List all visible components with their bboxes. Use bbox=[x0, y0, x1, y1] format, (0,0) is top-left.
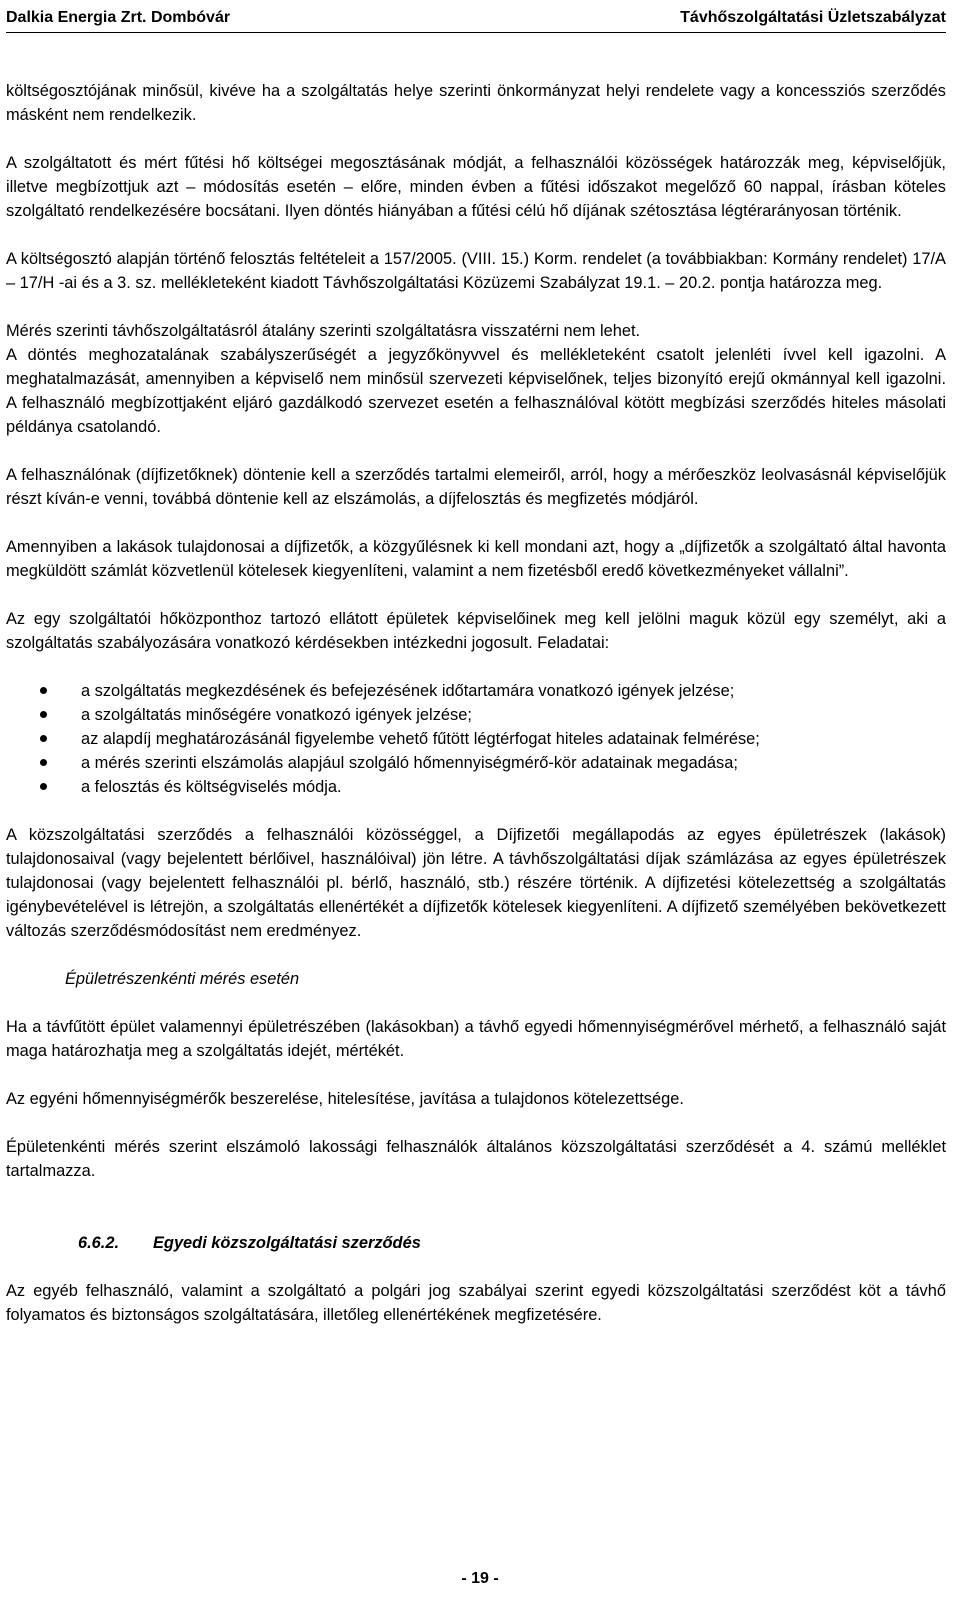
paragraph: A felhasználónak (díjfizetőknek) döntenie kell a szerződés tartalmi elemeiről, arról, hogy a mérőeszköz leolvasásnál képviselőjük részt kíván-e venni, továbbá döntenie kell az elszámolás, a díjfelosztás és megfizetés módjáról. bbox=[6, 466, 946, 508]
paragraph: Épületenkénti mérés szerint elszámoló lakossági felhasználók általános közszolgáltatási szerződését a 4. számú melléklet tartalmazza. bbox=[6, 1138, 946, 1180]
paragraph: költségosztójának minősül, kivéve ha a szolgáltatás helye szerinti önkormányzat helyi rendelete vagy a koncessziós szerződés másként nem rendelkezik. bbox=[6, 82, 946, 124]
paragraph: A közszolgáltatási szerződés a felhasználói közösséggel, a Díjfizetői megállapodás az egyes épületrészek (lakások) tulajdonosaival (vagy bejelentett bérlőivel, használóival) jön létre. A távhőszolgáltatási díjak számlázása az egyes épületrészek tulajdonosai (vagy bejelentett felhasználói pl. bérlő, használó, stb.) részére történik. A díjfizetési kötelezettség a szolgáltatás igénybevételével is létrejön, a szolgáltatás ellenértékét a díjfizetők kötelesek kiegyenlíteni. A díjfizető személyében bekövetkezett változás szerződésmódosítást nem eredményez. bbox=[6, 826, 946, 940]
list-item: a szolgáltatás minőségére vonatkozó igények jelzése; bbox=[6, 703, 946, 727]
subheading: Épületrészenkénti mérés esetén bbox=[65, 970, 300, 988]
paragraph: Az egyéb felhasználó, valamint a szolgáltató a polgári jog szabályai szerint egyedi közszolgáltatási szerződést köt a távhő folyamatos és biztonságos szolgáltatására, illetőleg ellenértékének megfizetésére. bbox=[6, 1282, 946, 1324]
section-number: 6.6.2. bbox=[78, 1234, 120, 1252]
paragraph: Ha a távfűtött épület valamennyi épületrészében (lakásokban) a távhő egyedi hőmennyiségmérővel mérhető, a felhasználó saját maga határozhatja meg a szolgáltatás idejét, mértékét. bbox=[6, 1018, 946, 1060]
paragraph: Az egy szolgáltatói hőközponthoz tartozó ellátott épületek képviselőinek meg kell jelölni maguk közül egy személyt, aki a szolgáltatás szabályozására vonatkozó kérdésekben intézkedni jogosult. Feladatai: bbox=[6, 610, 946, 652]
page-number: - 19 - bbox=[461, 1570, 499, 1587]
paragraph: A szolgáltatott és mért fűtési hő költségei megosztásának módját, a felhasználói közösségek határozzák meg, képviselőjük, illetve megbízottjuk azt – módosítás esetén – előre, minden évben a fűtési időszakot megelőző 60 nappal, írásban köteles szolgáltató rendelkezésére bocsátani. Ilyen döntés hiányában a fűtési célú hő díjának szétosztása légtérarányosan történik. bbox=[6, 154, 946, 220]
header-rule bbox=[6, 32, 946, 33]
section-title: Egyedi közszolgáltatási szerződés bbox=[153, 1234, 421, 1252]
paragraph: Mérés szerinti távhőszolgáltatásról átalány szerinti szolgáltatásra visszatérni nem lehet. bbox=[6, 322, 641, 340]
paragraph: A költségosztó alapján történő felosztás feltételeit a 157/2005. (VIII. 15.) Korm. rendelet (a továbbiakban: Kormány rendelet) 17/A – 17/H -ai és a 3. sz. mellékleteként kiadott Távhőszolgáltatási Közüzemi Szabályzat 19.1. – 20.2. pontja határozza meg. bbox=[6, 250, 946, 292]
task-list bbox=[6, 679, 946, 799]
document-body bbox=[6, 79, 946, 1327]
list-item: az alapdíj meghatározásánál figyelembe vehető fűtött légtérfogat hiteles adatainak felmérése; bbox=[6, 727, 946, 751]
paragraph: A döntés meghozatalának szabályszerűségét a jegyzőkönyvvel és mellékleteként csatolt jelenléti ívvel kell igazolni. A meghatalmazását, amennyiben a képviselő nem minősül szervezeti képviselőnek, teljes bizonyító erejű okmánnyal kell igazolni. A felhasználó megbízottjaként eljáró gazdálkodó szervezet esetén a felhasználóval kötött megbízási szerződés hiteles másolati példánya csatolandó. bbox=[6, 346, 946, 436]
paragraph: Amennyiben a lakások tulajdonosai a díjfizetők, a közgyűlésnek ki kell mondani azt, hogy a „díjfizetők a szolgáltató által havonta megküldött számlát közvetlenül kötelesek kiegyenlíteni, valamint a nem fizetésből eredő következményeket vállalni”. bbox=[6, 538, 946, 580]
paragraph: Az egyéni hőmennyiségmérők beszerelése, hitelesítése, javítása a tulajdonos kötelezettsége. bbox=[6, 1090, 684, 1108]
header-company: Dalkia Energia Zrt. Dombóvár bbox=[6, 9, 231, 26]
list-item: a mérés szerinti elszámolás alapjául szolgáló hőmennyiségmérő-kör adatainak megadása; bbox=[6, 751, 946, 775]
list-item: a szolgáltatás megkezdésének és befejezésének időtartamára vonatkozó igények jelzése; bbox=[6, 679, 946, 703]
page-header bbox=[6, 6, 946, 30]
header-document-title: Távhőszolgáltatási Üzletszabályzat bbox=[680, 9, 946, 26]
section-heading bbox=[6, 1231, 946, 1255]
list-item: a felosztás és költségviselés módja. bbox=[6, 775, 946, 799]
